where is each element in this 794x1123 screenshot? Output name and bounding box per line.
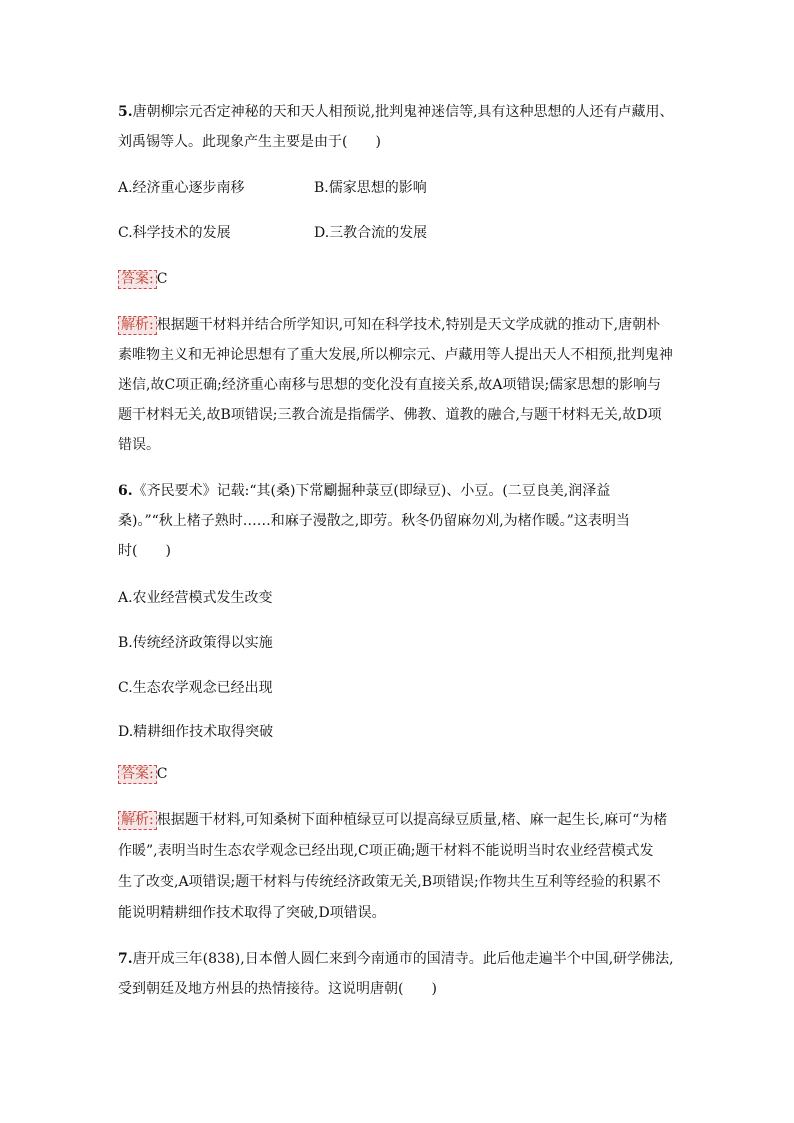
q5-analysis-line1 <box>118 316 660 335</box>
answer-tag: 答案: <box>118 270 157 289</box>
q5-option-a: A.经济重心逐步南移 <box>118 180 245 196</box>
q6-stem-line1 <box>118 482 610 500</box>
q6-option-d: D.精耕细作技术取得突破 <box>118 724 274 740</box>
q6-option-a: A.农业经营模式发生改变 <box>118 590 273 606</box>
q6-analysis-line4: 能说明精耕细作技术取得了突破,D项错误。 <box>118 905 386 921</box>
q5-analysis-text: 根据题干材料并结合所学知识,可知在科学技术,特别是天文学成就的推动下,唐朝朴 <box>156 317 661 333</box>
q5-option-d: D.三教合流的发展 <box>314 225 428 241</box>
analysis-tag: 解析: <box>118 316 157 335</box>
q5-answer <box>118 270 167 289</box>
q6-analysis-line2: 作暖”,表明当时生态农学观念已经出现,C项正确;题干材料不能说明当时农业经营模式发 <box>118 843 654 859</box>
q7-number: 7. <box>118 951 133 967</box>
q5-analysis-line5: 错误。 <box>118 437 160 453</box>
analysis-tag: 解析: <box>118 811 157 830</box>
q5-stem-line1 <box>118 103 674 121</box>
q6-stem-text: 《齐民要术》记载:“其(桑)下常劚掘种菉豆(即绿豆)、小豆。(二豆良美,润泽益 <box>132 483 611 499</box>
answer-tag: 答案: <box>118 765 157 784</box>
q6-analysis-line1 <box>118 811 667 830</box>
q6-analysis-line3: 生了改变,A项错误;题干材料与传统经济政策无关,B项错误;作物共生互利等经验的积累不 <box>118 874 661 890</box>
q5-analysis-line3: 迷信,故C项正确;经济重心南移与思想的变化没有直接关系,故A项错误;儒家思想的影响与 <box>118 377 662 393</box>
q5-option-b: B.儒家思想的影响 <box>314 180 427 196</box>
q6-option-b: B.传统经济政策得以实施 <box>118 635 273 651</box>
q5-option-c: C.科学技术的发展 <box>118 225 231 241</box>
q7-stem-text: 唐开成三年(838),日本僧人圆仁来到今南通市的国清寺。此后他走遍半个中国,研学佛法, <box>132 951 674 967</box>
q5-number: 5. <box>118 104 133 120</box>
q6-analysis-text: 根据题干材料,可知桑树下面种植绿豆可以提高绿豆质量,楮、麻一起生长,麻可“为楮 <box>156 812 668 828</box>
q5-stem-line2: 刘禹锡等人。此现象产生主要是由于( ) <box>118 134 381 150</box>
q7-stem-line2: 受到朝廷及地方州县的热情接待。这说明唐朝( ) <box>118 981 437 997</box>
q7-stem-line1 <box>118 950 674 968</box>
q6-number: 6. <box>118 483 133 499</box>
q5-analysis-line2: 素唯物主义和无神论思想有了重大发展,所以柳宗元、卢藏用等人提出天人不相预,批判鬼神 <box>118 347 673 363</box>
q6-answer <box>118 765 167 784</box>
q6-stem-line2: 桑)。”“秋上楮子熟时……和麻子漫散之,即劳。秋冬仍留麻勿刈,为楮作暖。”这表明当 <box>118 513 630 529</box>
answer-value: C <box>156 271 168 287</box>
q6-option-c: C.生态农学观念已经出现 <box>118 680 273 696</box>
q5-stem-text: 唐朝柳宗元否定神秘的天和天人相预说,批判鬼神迷信等,具有这种思想的人还有卢藏用、 <box>132 104 674 120</box>
q5-analysis-line4: 题干材料无关,故B项错误;三教合流是指儒学、佛教、道教的融合,与题干材料无关,故D项 <box>118 407 662 423</box>
q6-stem-line3: 时( ) <box>118 543 171 559</box>
answer-value: C <box>156 766 168 782</box>
